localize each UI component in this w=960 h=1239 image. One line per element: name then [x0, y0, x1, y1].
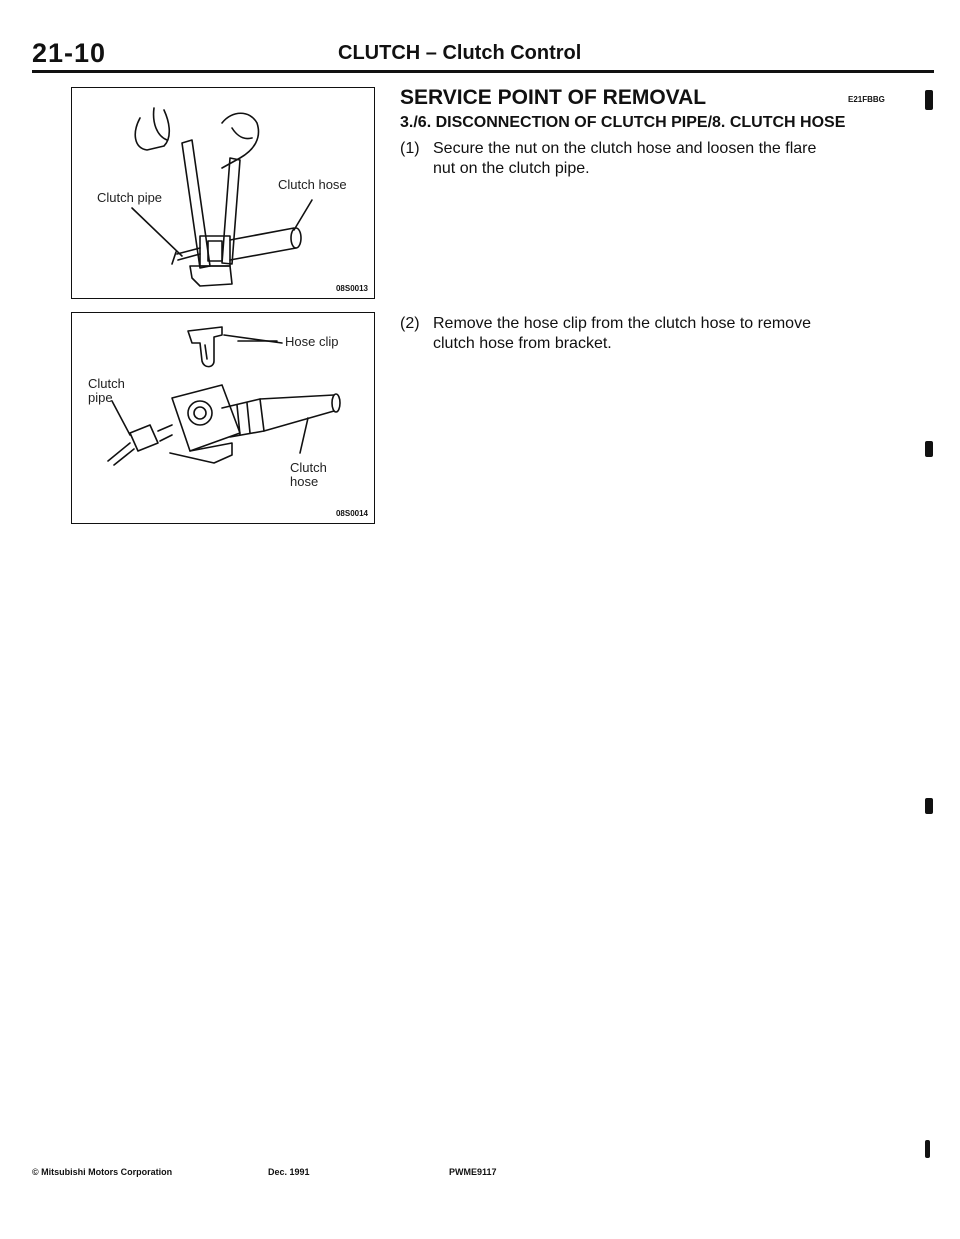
step-number: (2) [400, 315, 420, 332]
page-title: CLUTCH – Clutch Control [338, 42, 582, 64]
step-text-line2: nut on the clutch pipe. [433, 160, 590, 177]
section-heading: SERVICE POINT OF REMOVAL [400, 86, 707, 109]
sub-heading: 3./6. DISCONNECTION OF CLUTCH PIPE/8. CLUTCH HOSE [400, 114, 846, 131]
binder-mark [925, 441, 933, 457]
footer-doc-code: PWME9117 [449, 1167, 497, 1177]
section-code: E21FBBG [848, 95, 885, 104]
label-clutch-pipe-line2: pipe [88, 390, 113, 405]
figure-hose-clip [71, 312, 375, 524]
label-hose-clip: Hose clip [285, 334, 339, 349]
label-clutch-pipe: Clutch pipe [97, 190, 163, 205]
label-clutch-pipe-line1: Clutch [88, 376, 125, 391]
footer-date: Dec. 1991 [268, 1167, 310, 1177]
page-number: 21-10 [32, 38, 107, 68]
figure-code: 08S0014 [335, 509, 368, 518]
binder-mark [925, 798, 933, 814]
step-text-line1: Secure the nut on the clutch hose and loosen the flare [433, 140, 817, 157]
binder-mark [925, 90, 933, 110]
figure-code: 08S0013 [335, 284, 368, 293]
label-clutch-hose-line1: Clutch [290, 460, 327, 475]
footer-copyright: © Mitsubishi Motors Corporation [32, 1167, 173, 1177]
step-number: (1) [400, 140, 420, 157]
step-text-line2: clutch hose from bracket. [433, 335, 612, 352]
binder-mark [925, 1140, 930, 1158]
step-text-line1: Remove the hose clip from the clutch hose to remove [433, 315, 811, 332]
label-clutch-hose: Clutch hose [278, 177, 347, 192]
header-rule [32, 70, 934, 73]
figure-clutch-pipe-wrenches [71, 87, 375, 299]
label-clutch-hose-line2: hose [290, 474, 319, 489]
